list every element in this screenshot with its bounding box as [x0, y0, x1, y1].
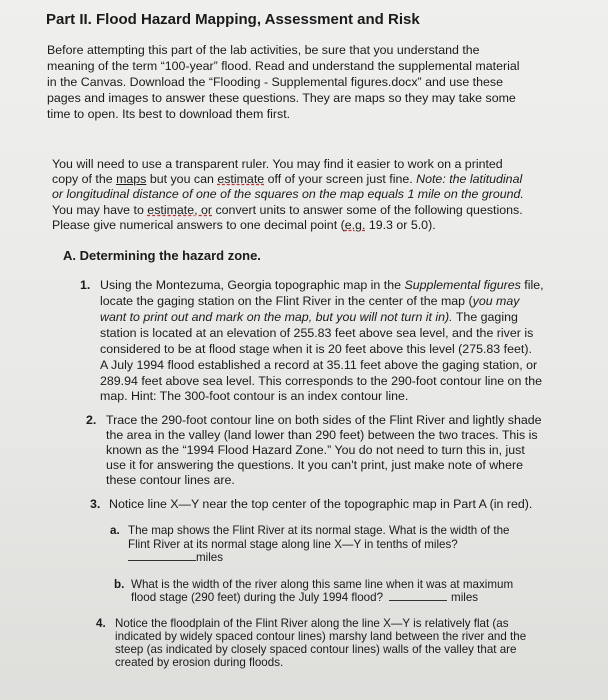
question-line: the area in the valley (land lower than 290 feet) between the two traces. This is: [106, 428, 538, 442]
subquestion-line: What is the width of the river along this same line when it was at maximum: [131, 578, 514, 591]
intro-line: in the Canvas. Download the “Flooding - Supplemental figures.docx” and use these: [47, 75, 503, 89]
question-line: A July 1994 flood established a record at 35.11 feet above the gaging station, or: [100, 358, 538, 372]
answer-row: [128, 551, 223, 564]
subquestion-label: a.: [110, 524, 120, 537]
question-line: considered to be at flood stage when it is 20 feet above this level (275.83 feet).: [100, 342, 532, 356]
intro-line: Before attempting this part of the lab activities, be sure that you understand the: [47, 43, 480, 57]
intro-line: pages and images to answer these questions. They are maps so they may take some: [47, 91, 516, 105]
estimate-word: estimate: [217, 172, 265, 186]
question-line: station is located at an elevation of 255.83 feet above sea level, and the river is: [100, 326, 534, 340]
answer-unit: miles: [196, 551, 224, 564]
question-line: created by erosion during floods.: [115, 656, 284, 669]
para-line: [52, 172, 522, 186]
para-line: [52, 218, 436, 232]
answer-row: [131, 591, 478, 604]
question-line: [100, 310, 518, 324]
text-run: locate the gaging station on the Flint River in the center of the map (: [100, 294, 473, 308]
para-line: [52, 203, 523, 217]
text-run: Using the Montezuma, Georgia topographic map in the: [100, 278, 405, 292]
answer-blank-3a[interactable]: [128, 559, 196, 561]
text-run: but you can: [146, 172, 218, 186]
note-text: Note: the latitudinal: [416, 172, 523, 186]
page-title: Part II. Flood Hazard Mapping, Assessment and Risk: [46, 11, 420, 28]
estimate-word: estimate, or: [147, 203, 213, 217]
question-line: Trace the 290-foot contour line on both sides of the Flint River and lightly shade: [106, 413, 542, 427]
eg-word: e.g.: [344, 218, 366, 232]
italic-run: you may: [472, 294, 520, 308]
para-line: You will need to use a transparent ruler. You may find it easier to work on a printed: [52, 157, 503, 171]
question-line: [100, 278, 544, 292]
question-line: steep (as indicated by closely spaced contour lines) walls of the valley that are: [115, 643, 517, 656]
italic-run: Supplemental figures: [404, 278, 521, 292]
question-line: Notice the floodplain of the Flint River along the line X—Y is relatively flat (as: [115, 617, 509, 630]
question-line: map. Hint: The 300-foot contour is an index contour line.: [100, 389, 409, 403]
note-text: or longitudinal distance of one of the squares on the map equals 1 mile on the ground.: [52, 187, 524, 201]
question-number: 4.: [96, 617, 106, 630]
text-run: 19.3 or 5.0).: [365, 218, 436, 232]
question-line: indicated by widely spaced contour lines) marshy land between the river and the: [115, 630, 527, 643]
italic-run: want to print out and mark on the map, but you will not turn it in).: [100, 310, 453, 324]
subquestion-line: Flint River at its normal stage along line X—Y in tenths of miles?: [128, 538, 458, 551]
intro-line: time to open. Its best to download them first.: [47, 107, 291, 121]
text-run: off of your screen just fine.: [264, 172, 417, 186]
question-line: 289.94 feet above sea level. This corresponds to the 290-foot contour line on the: [100, 374, 542, 388]
answer-blank-3b[interactable]: [389, 599, 447, 601]
question-line: these contour lines are.: [106, 473, 235, 487]
question-line: Notice line X—Y near the top center of the topographic map in Part A (in red).: [109, 497, 533, 511]
maps-word: maps: [116, 172, 147, 186]
text-run: file,: [520, 278, 544, 292]
text-run: The gaging: [452, 310, 518, 324]
para-line: [52, 187, 524, 201]
text-run: copy of the: [52, 172, 117, 186]
question-number: 1.: [80, 278, 91, 292]
text-run: flood stage (290 feet) during the July 1994 flood?: [131, 591, 384, 604]
question-number: 2.: [86, 413, 97, 427]
question-number: 3.: [90, 497, 101, 511]
intro-line: meaning of the term “100-year” flood. Read and understand the supplemental material: [47, 59, 520, 73]
subquestion-label: b.: [114, 578, 125, 591]
text-run: convert units to answer some of the following questions.: [212, 203, 523, 217]
text-run: You may have to: [52, 203, 148, 217]
text-run: Please give numerical answers to one decimal point (: [52, 218, 345, 232]
subquestion-line: The map shows the Flint River at its normal stage. What is the width of the: [128, 524, 510, 537]
answer-unit: miles: [451, 591, 479, 604]
section-a-heading: A. Determining the hazard zone.: [63, 248, 261, 263]
question-line: known as the “1994 Flood Hazard Zone.” You do not need to turn this in, just: [106, 443, 525, 457]
question-line: [100, 294, 519, 308]
question-line: use it for answering the questions. It you can't print, just make note of where: [106, 458, 523, 472]
